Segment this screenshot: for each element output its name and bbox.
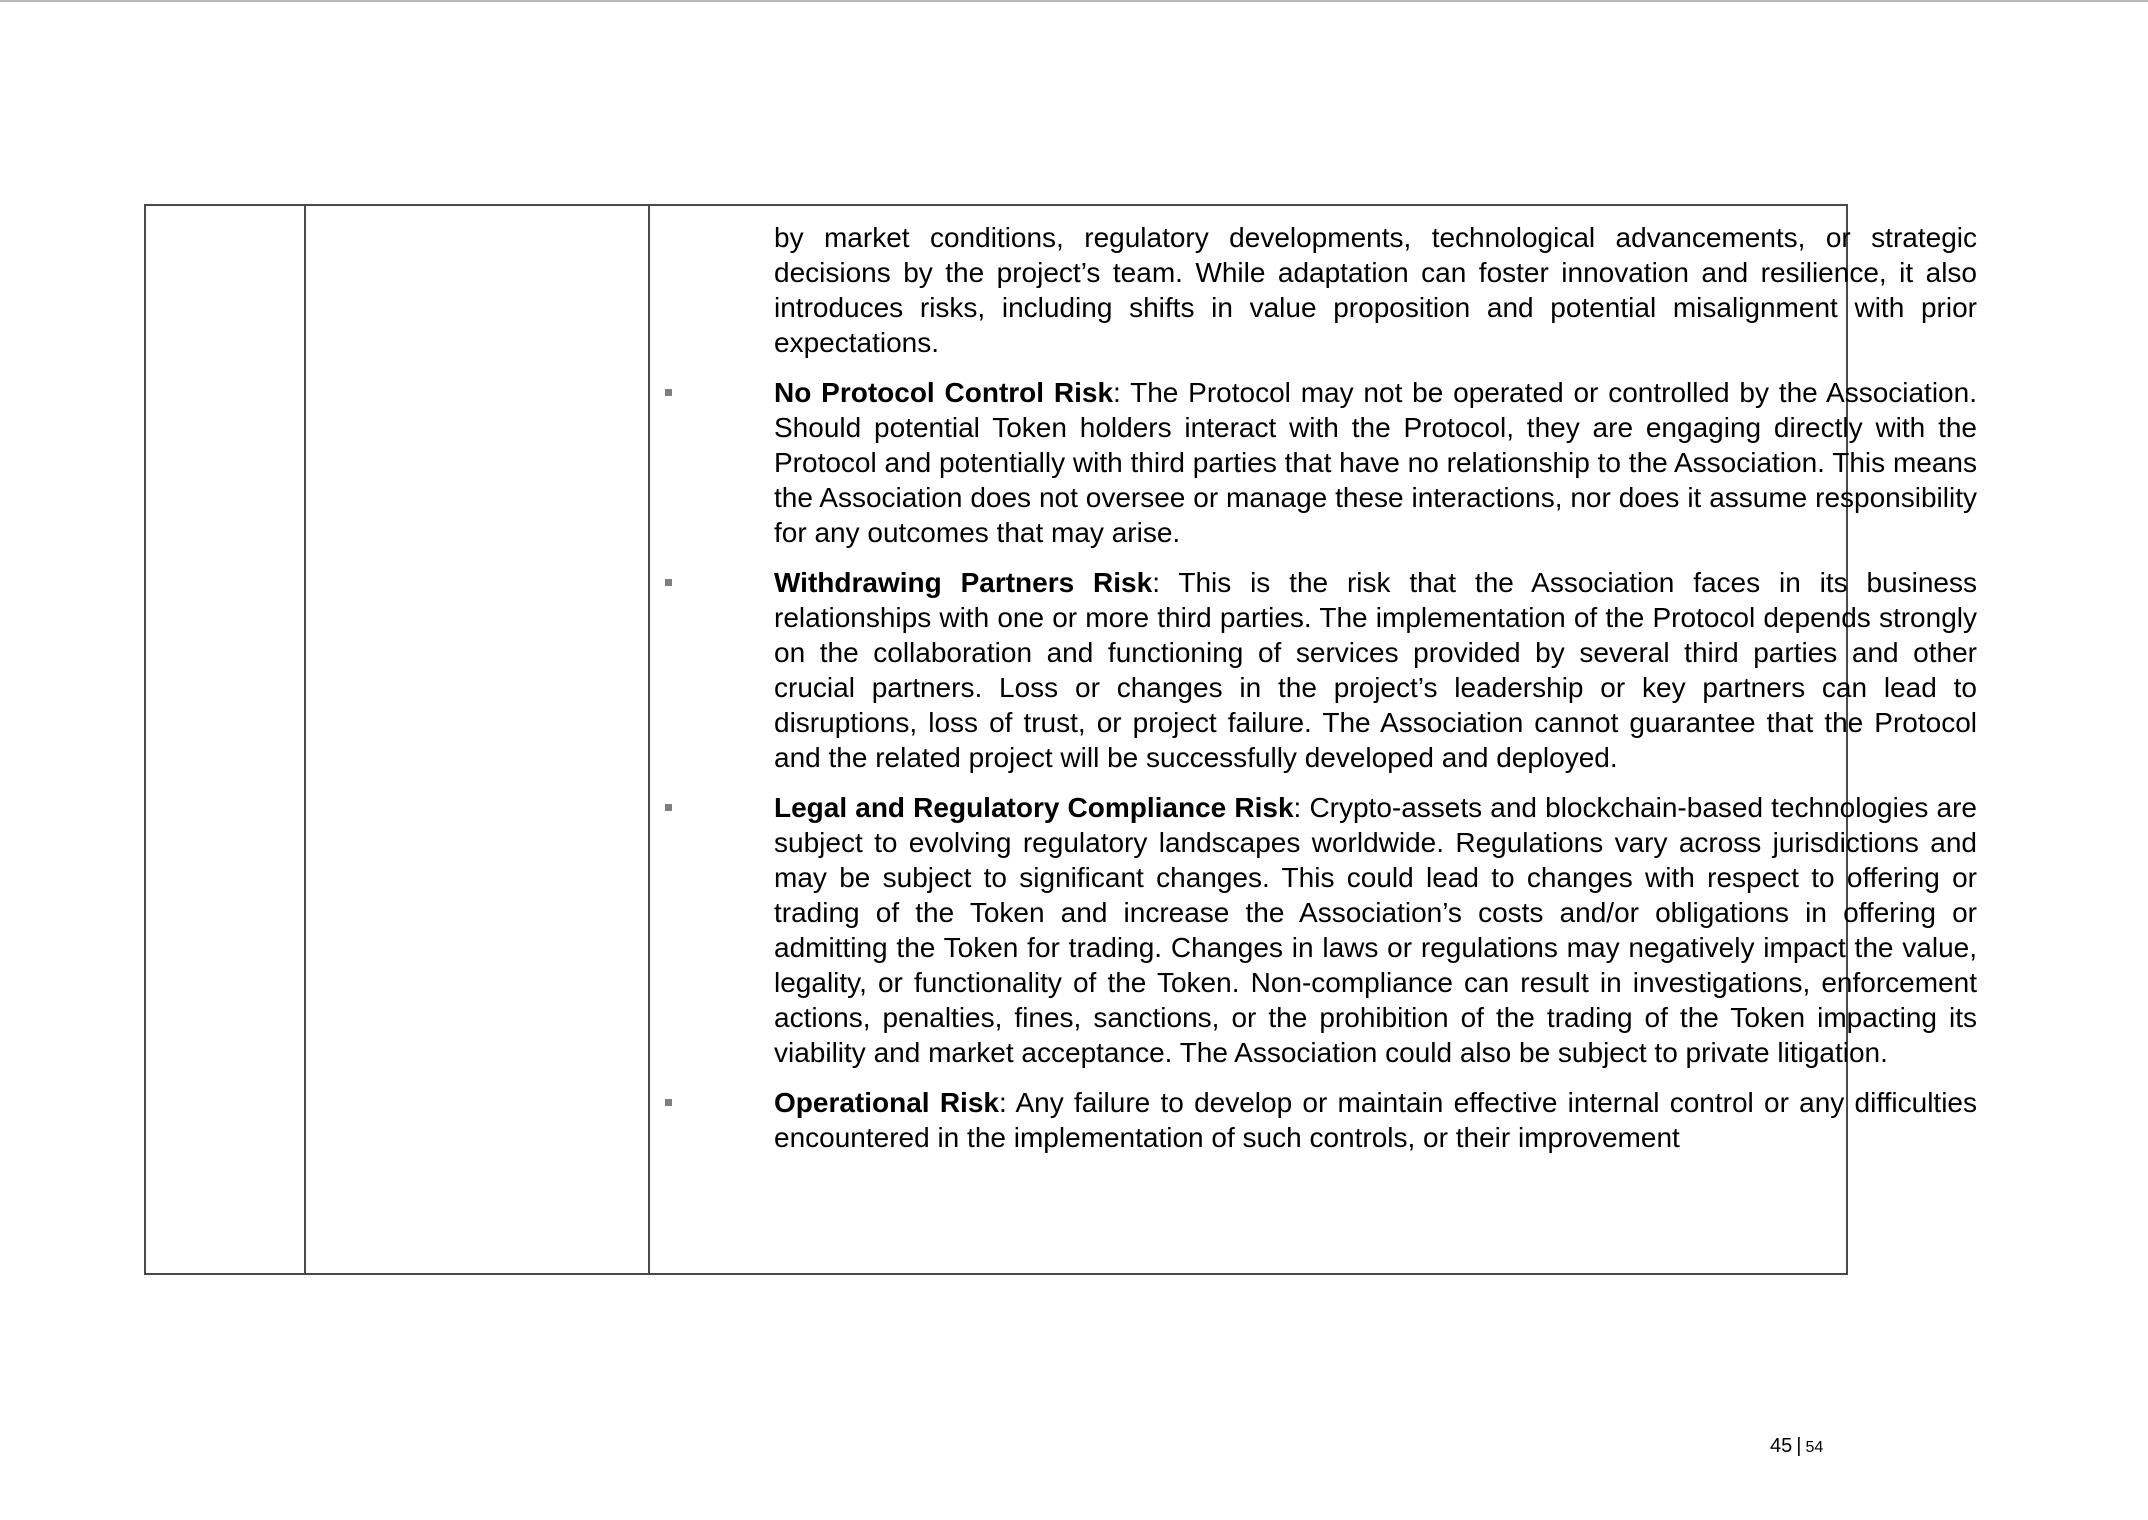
risk-title: Legal and Regulatory Compliance Risk [774, 792, 1294, 823]
page-total: 54 [1805, 1439, 1824, 1456]
risk-table [144, 204, 1977, 1275]
risk-item-withdrawing-partners [774, 565, 1977, 775]
page-top-edge [0, 0, 2148, 2]
risk-item-operational [774, 1085, 1977, 1155]
page-current: 45 [1770, 1435, 1793, 1457]
risk-title-colon: : [998, 1087, 1007, 1118]
risk-item-legal-regulatory [774, 790, 1977, 1070]
table-column-divider [304, 206, 306, 1273]
risk-text: Crypto-assets and blockchain-based technologies are subject to evolving regulatory landscapes worldwide. Regulations vary across jurisdictions and may be subject to significant changes. This could lead to changes with respect to offering or trading of the Token and increase the Association’s costs and/or obligations in offering or admitting the Token for trading. Changes in laws or regulations may negatively impact the value, legality, or functionality of the Token. Non-compliance can result in investigations, enforcement actions, penalties, fines, sanctions, or the prohibition of the trading of the Token impacting its viability and market acceptance. The Association could also be subject to private litigation. [774, 792, 1977, 1068]
page-number [1770, 1434, 1823, 1460]
risk-text: This is the risk that the Association faces in its business relationships with one or more third parties. The implementation of the Protocol depends strongly on the collaboration and functioning of services provided by several third parties and other crucial partners. Loss or changes in the project’s leadership or key partners can lead to disruptions, loss of trust, or project failure. The Association cannot guarantee that the Protocol and the related project will be successfully developed and deployed. [774, 567, 1977, 773]
risk-text: The Protocol may not be operated or controlled by the Association. Should potential Token holders interact with the Protocol, they are engaging directly with the Protocol and potentially with third parties that have no relationship to the Association. This means the Association does not oversee or manage these interactions, nor does it assume responsibility for any outcomes that may arise. [774, 377, 1977, 548]
page-separator: | [1796, 1435, 1802, 1457]
square-bullet-icon [665, 1099, 672, 1106]
table-column-divider [648, 206, 650, 1273]
risk-title-colon: : [1113, 377, 1121, 408]
continuation-paragraph [774, 220, 1977, 360]
paragraph-text: by market conditions, regulatory developments, technological advancements, or strategic decisions by the project’s team. While adaptation can foster innovation and resilience, it also introduces risks, including shifts in value proposition and potential misalignment with prior expectations. [774, 222, 1977, 358]
risk-title: No Protocol Control Risk [774, 377, 1114, 408]
risk-title-colon: : [1152, 567, 1160, 598]
square-bullet-icon [665, 579, 672, 586]
risk-title-colon: : [1293, 792, 1302, 823]
square-bullet-icon [665, 389, 672, 396]
square-bullet-icon [665, 804, 672, 811]
risk-title: Withdrawing Partners Risk [774, 567, 1153, 598]
risk-text: Any failure to develop or maintain effective internal control or any difficulties encountered in the implementation of such controls, or their improvement [774, 1087, 1977, 1153]
risk-description-cell [774, 220, 1977, 1170]
risk-item-no-protocol-control [774, 375, 1977, 550]
risk-title: Operational Risk [774, 1087, 999, 1118]
